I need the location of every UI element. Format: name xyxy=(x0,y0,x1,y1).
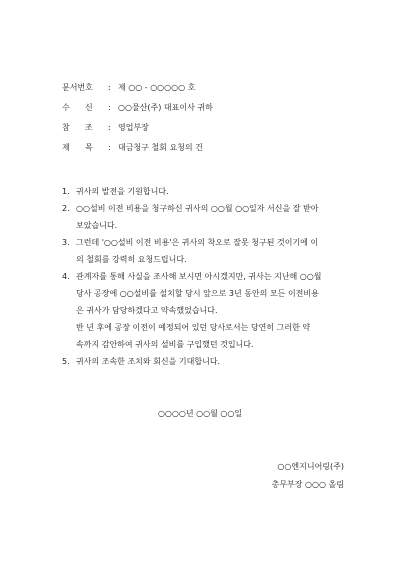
list-item xyxy=(62,268,352,353)
recipient-separator: : xyxy=(108,103,111,112)
item-line: 귀사의 조속한 조치와 회신을 기대합니다. xyxy=(76,357,221,366)
list-item xyxy=(62,353,352,370)
body-items xyxy=(62,183,352,370)
item-number: 3. xyxy=(62,238,70,247)
item-line: 당사 공장에 ○○설비를 설치할 당시 앞으로 3년 동안의 모든 이전비용 xyxy=(76,289,319,298)
reference-separator: : xyxy=(108,123,111,132)
document-header xyxy=(62,82,362,162)
item-number: 4. xyxy=(62,272,70,281)
reference-row xyxy=(62,122,362,142)
signer-name: 총무부장 ○○○ 올림 xyxy=(271,480,344,489)
doc-number-value: 제 ○○ - ○○○○○ 호 xyxy=(118,83,196,92)
subject-label: 제 목 xyxy=(62,143,93,152)
recipient-row xyxy=(62,102,362,122)
item-line: 반 년 후에 공장 이전이 예정되어 있던 당사로서는 당연히 그러한 약 xyxy=(76,323,311,332)
signature-block xyxy=(272,458,344,494)
recipient-label: 수 신 xyxy=(62,103,93,112)
list-item xyxy=(62,183,352,200)
recipient-value: ○○물산(주) 대표이사 귀하 xyxy=(118,103,213,112)
item-number: 5. xyxy=(62,357,70,366)
item-number: 1. xyxy=(62,187,70,196)
doc-number-row xyxy=(62,82,362,102)
document-date: ○○○○년 ○○월 ○○일 xyxy=(157,409,243,418)
item-line: 귀사의 발전을 기원합니다. xyxy=(76,187,169,196)
item-line: 관계자를 통해 사실을 조사해 보시면 아시겠지만, 귀사는 지난해 ○○월 xyxy=(76,272,322,281)
doc-number-label: 문서번호 xyxy=(62,83,93,92)
subject-value: 대금청구 철회 요청의 건 xyxy=(118,143,203,152)
subject-separator: : xyxy=(108,143,111,152)
list-item xyxy=(62,234,352,268)
subject-row xyxy=(62,142,362,162)
doc-number-separator: : xyxy=(108,83,111,92)
item-line: 속까지 감안하여 귀사의 설비를 구입했던 것입니다. xyxy=(76,340,254,349)
reference-label: 참 조 xyxy=(62,123,93,132)
item-line: 의 철회를 강력히 요청드립니다. xyxy=(76,255,187,264)
company-name: ○○엔지니어링(주) xyxy=(277,462,344,471)
item-line: 은 귀사가 담당하겠다고 약속했었습니다. xyxy=(76,306,218,315)
item-line: ○○설비 이전 비용을 청구하신 귀사의 ○○월 ○○일자 서신을 잘 받아 xyxy=(76,204,319,213)
reference-value: 영업부장 xyxy=(118,123,149,132)
item-line: 보았습니다. xyxy=(76,221,118,230)
item-line: 그런데 '○○설비 이전 비용'은 귀사의 착오로 잘못 청구된 것이기에 이 xyxy=(76,238,319,247)
list-item xyxy=(62,200,352,234)
item-number: 2. xyxy=(62,204,70,213)
